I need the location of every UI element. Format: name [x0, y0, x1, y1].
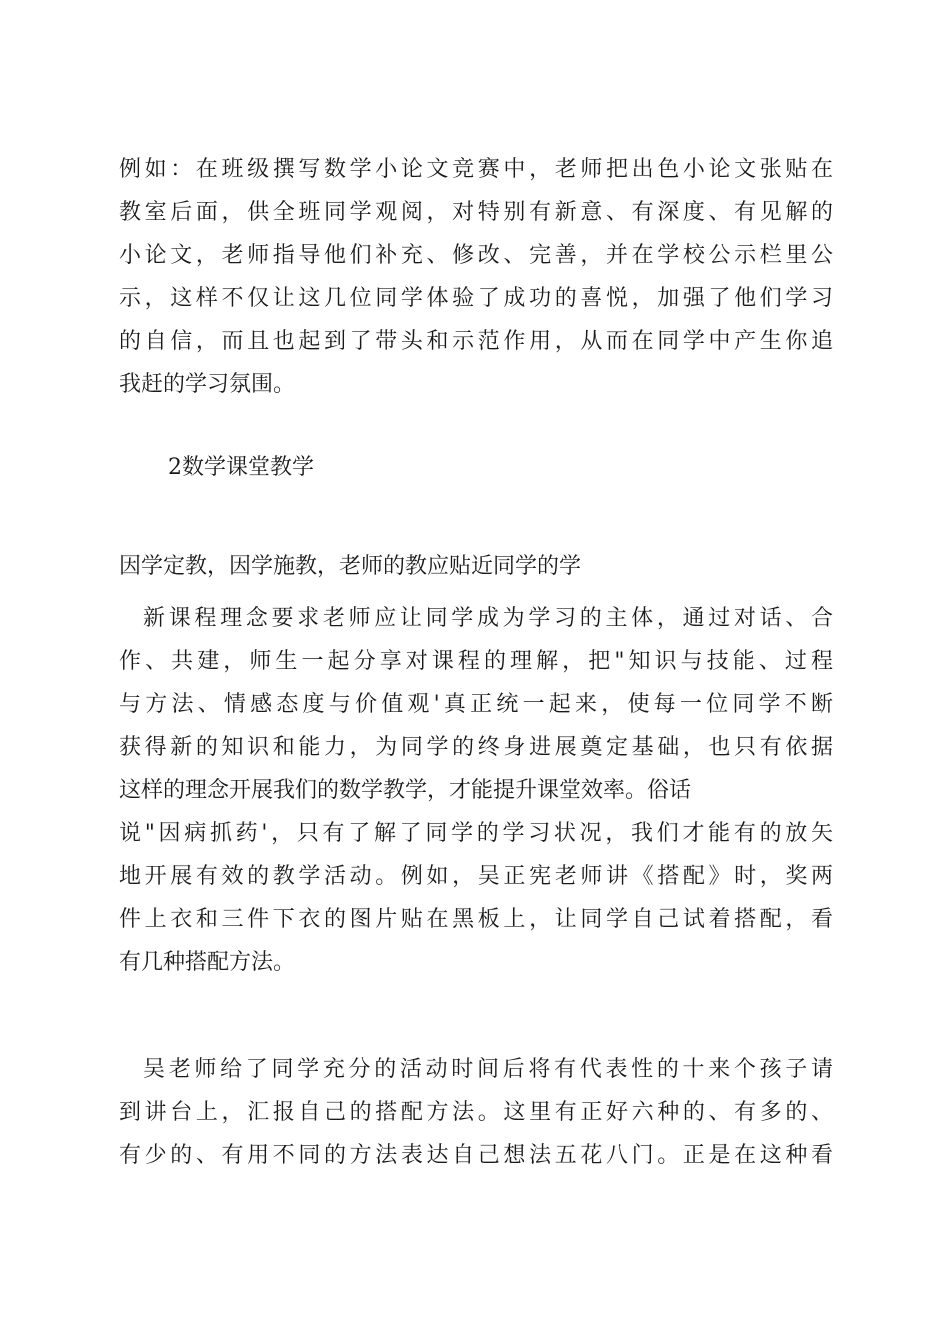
- text-line: 教室后面，供全班同学观阅，对特别有新意、有深度、有见解的: [119, 200, 833, 225]
- paragraph-2: [119, 597, 833, 984]
- text-line: 有少的、有用不同的方法表达自己想法五花八门。正是在这种看: [119, 1143, 833, 1168]
- text-line: 有几种搭配方法。: [119, 950, 296, 975]
- text-line: 获得新的知识和能力，为同学的终身进展奠定基础，也只有依据: [119, 735, 833, 760]
- text-line: 这样的理念开展我们的数学教学，才能提升课堂效率。俗话: [119, 778, 692, 803]
- text-line: 与方法、情感态度与价值观'真正统一起来，使每一位同学不断: [119, 692, 833, 717]
- text-line: 吴老师给了同学充分的活动时间后将有代表性的十来个孩子请: [143, 1057, 833, 1082]
- paragraph-3: [119, 1048, 833, 1177]
- text-line: 作、共建，师生一起分享对课程的理解，把"知识与技能、过程: [119, 649, 833, 674]
- text-line: 说"因病抓药'，只有了解了同学的学习状况，我们才能有的放矢: [119, 821, 833, 846]
- text-line: 小论文，老师指导他们补充、修改、完善，并在学校公示栏里公: [119, 243, 833, 268]
- text-line: 新课程理念要求老师应让同学成为学习的主体，通过对话、合: [143, 606, 833, 631]
- text-line: 例如：在班级撰写数学小论文竞赛中，老师把出色小论文张贴在: [119, 157, 833, 182]
- subheading: [119, 545, 833, 588]
- text-line: 我赶的学习氛围。: [119, 372, 296, 397]
- text-line: 地开展有效的教学活动。例如，吴正宪老师讲《搭配》时，奖两: [119, 864, 833, 889]
- subheading-text: 因学定教，因学施教，老师的教应贴近同学的学: [119, 554, 582, 579]
- paragraph-1: [119, 148, 833, 406]
- text-line: 示，这样不仅让这几位同学体验了成功的喜悦，加强了他们学习: [119, 286, 833, 311]
- section-heading: 2数学课堂教学: [168, 455, 314, 480]
- text-line: 的自信，而且也起到了带头和示范作用，从而在同学中产生你追: [119, 329, 833, 354]
- text-line: 件上衣和三件下衣的图片贴在黑板上，让同学自己试着搭配，看: [119, 907, 833, 932]
- text-line: 到讲台上，汇报自己的搭配方法。这里有正好六种的、有多的、: [119, 1100, 833, 1125]
